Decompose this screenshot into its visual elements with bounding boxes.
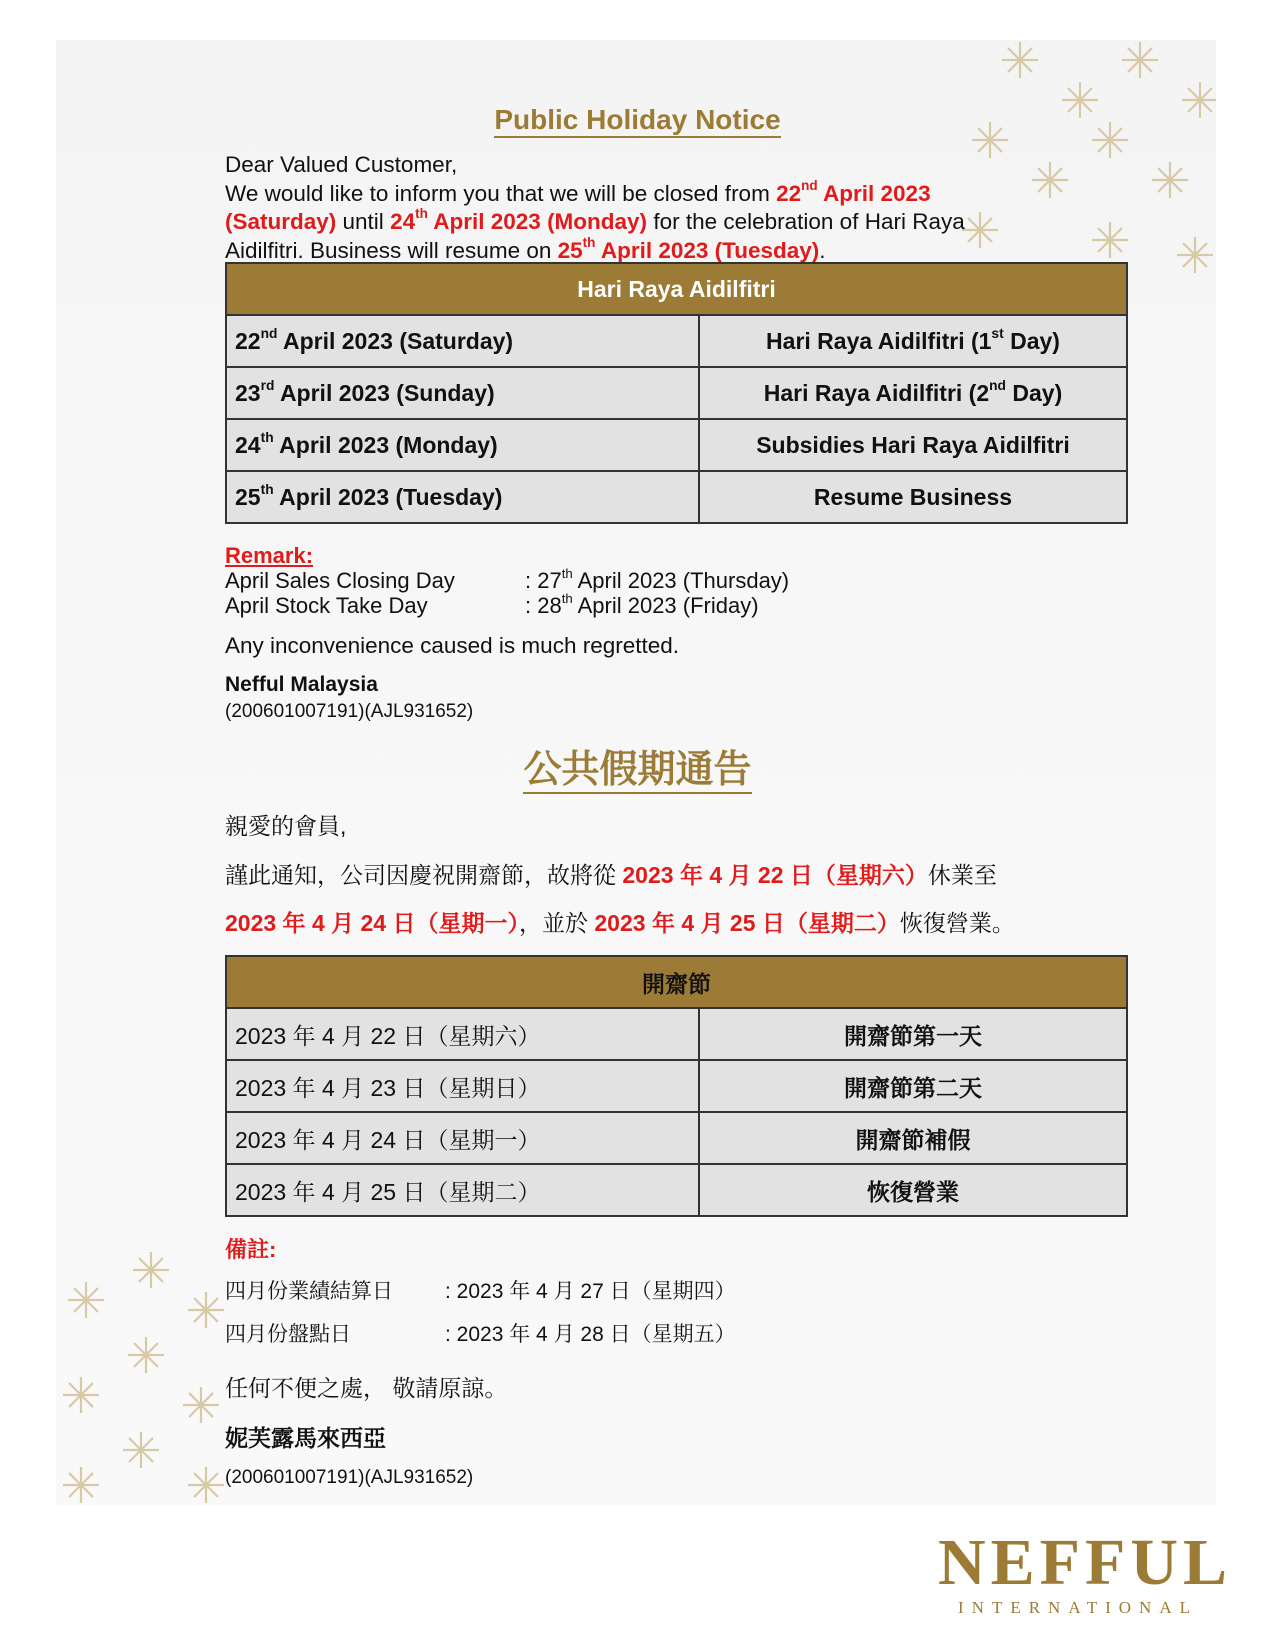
english-remark-label-2: April Stock Take Day xyxy=(225,593,428,618)
chinese-remark-label: 備註: xyxy=(225,1237,277,1262)
english-closure-paragraph: We would like to inform you that we will be closed from 22nd April 2023 (Saturday) until 24th April 2023 (Monday) for the celebration of Hari Raya Aidilfitri. Business will resume on 25th April 2023 (Tuesday). xyxy=(225,177,965,263)
logo-subtitle: INTERNATIONAL xyxy=(958,1598,1198,1617)
holiday-date: 2023 年 4 月 23 日（星期日） xyxy=(226,1060,699,1112)
chinese-paragraph-line-1: 謹此通知，公司因慶祝開齋節，故將從 2023 年 4 月 22 日（星期六）休業至 xyxy=(225,862,997,888)
english-intro xyxy=(225,151,1065,265)
holiday-date: 23rd April 2023 (Sunday) xyxy=(226,367,699,419)
table-row xyxy=(226,471,1127,523)
chinese-paragraph-line-2: 2023 年 4 月 24 日（星期一），並於 2023 年 4 月 25 日（星期二）恢復營業。 xyxy=(225,910,1015,936)
decorative-star-pattern-bottom-left xyxy=(56,1245,226,1505)
chinese-remark-value-1: : 2023 年 4 月 27 日（星期四） xyxy=(445,1280,736,1303)
table-row xyxy=(226,367,1127,419)
english-company-name: Nefful Malaysia xyxy=(225,673,378,696)
holiday-date: 2023 年 4 月 22 日（星期六） xyxy=(226,1008,699,1060)
chinese-remark-label-2: 四月份盤點日 xyxy=(225,1323,351,1346)
chinese-remark-label-1: 四月份業績結算日 xyxy=(225,1280,393,1303)
table-row xyxy=(226,1060,1127,1112)
holiday-date: 2023 年 4 月 24 日（星期一） xyxy=(226,1112,699,1164)
chinese-holiday-table xyxy=(225,955,1128,1217)
english-holiday-table xyxy=(225,262,1128,524)
english-remark-label-1: April Sales Closing Day xyxy=(225,568,455,593)
holiday-date: 25th April 2023 (Tuesday) xyxy=(226,471,699,523)
chinese-apology: 任何不便之處， 敬請原諒。 xyxy=(225,1375,508,1401)
nefful-logo xyxy=(938,1526,1232,1618)
holiday-event: Hari Raya Aidilfitri (2nd Day) xyxy=(699,367,1127,419)
holiday-date: 22nd April 2023 (Saturday) xyxy=(226,315,699,367)
holiday-event: 恢復營業 xyxy=(699,1164,1127,1216)
chinese-remark-value-2: : 2023 年 4 月 28 日（星期五） xyxy=(445,1323,736,1346)
table-row xyxy=(226,315,1127,367)
chinese-registration-number: (200601007191)(AJL931652) xyxy=(225,1467,474,1488)
english-registration-number: (200601007191)(AJL931652) xyxy=(225,701,474,722)
table-row xyxy=(226,419,1127,471)
holiday-event: Hari Raya Aidilfitri (1st Day) xyxy=(699,315,1127,367)
english-table-header: Hari Raya Aidilfitri xyxy=(226,263,1127,315)
english-remark-value-2: : 28th April 2023 (Friday) xyxy=(525,590,759,618)
table-row xyxy=(226,1008,1127,1060)
english-title: Public Holiday Notice xyxy=(0,104,1275,136)
holiday-event: Subsidies Hari Raya Aidilfitri xyxy=(699,419,1127,471)
english-greeting: Dear Valued Customer, xyxy=(225,152,458,177)
chinese-greeting: 親愛的會員, xyxy=(225,813,347,839)
holiday-date: 2023 年 4 月 25 日（星期二） xyxy=(226,1164,699,1216)
holiday-event: 開齋節第二天 xyxy=(699,1060,1127,1112)
logo-wordmark: NEFFUL xyxy=(938,1526,1232,1599)
english-remark-value-1: : 27th April 2023 (Thursday) xyxy=(525,565,790,593)
holiday-event: 開齋節第一天 xyxy=(699,1008,1127,1060)
table-row xyxy=(226,1164,1127,1216)
english-apology: Any inconvenience caused is much regretted. xyxy=(225,633,680,658)
holiday-date: 24th April 2023 (Monday) xyxy=(226,419,699,471)
holiday-event: Resume Business xyxy=(699,471,1127,523)
chinese-table-header: 開齋節 xyxy=(226,956,1127,1008)
holiday-event: 開齋節補假 xyxy=(699,1112,1127,1164)
chinese-title: 公共假期通告 xyxy=(0,738,1275,793)
table-row xyxy=(226,1112,1127,1164)
english-remark-label: Remark: xyxy=(225,543,314,568)
chinese-company-name: 妮芙露馬來西亞 xyxy=(225,1425,386,1451)
